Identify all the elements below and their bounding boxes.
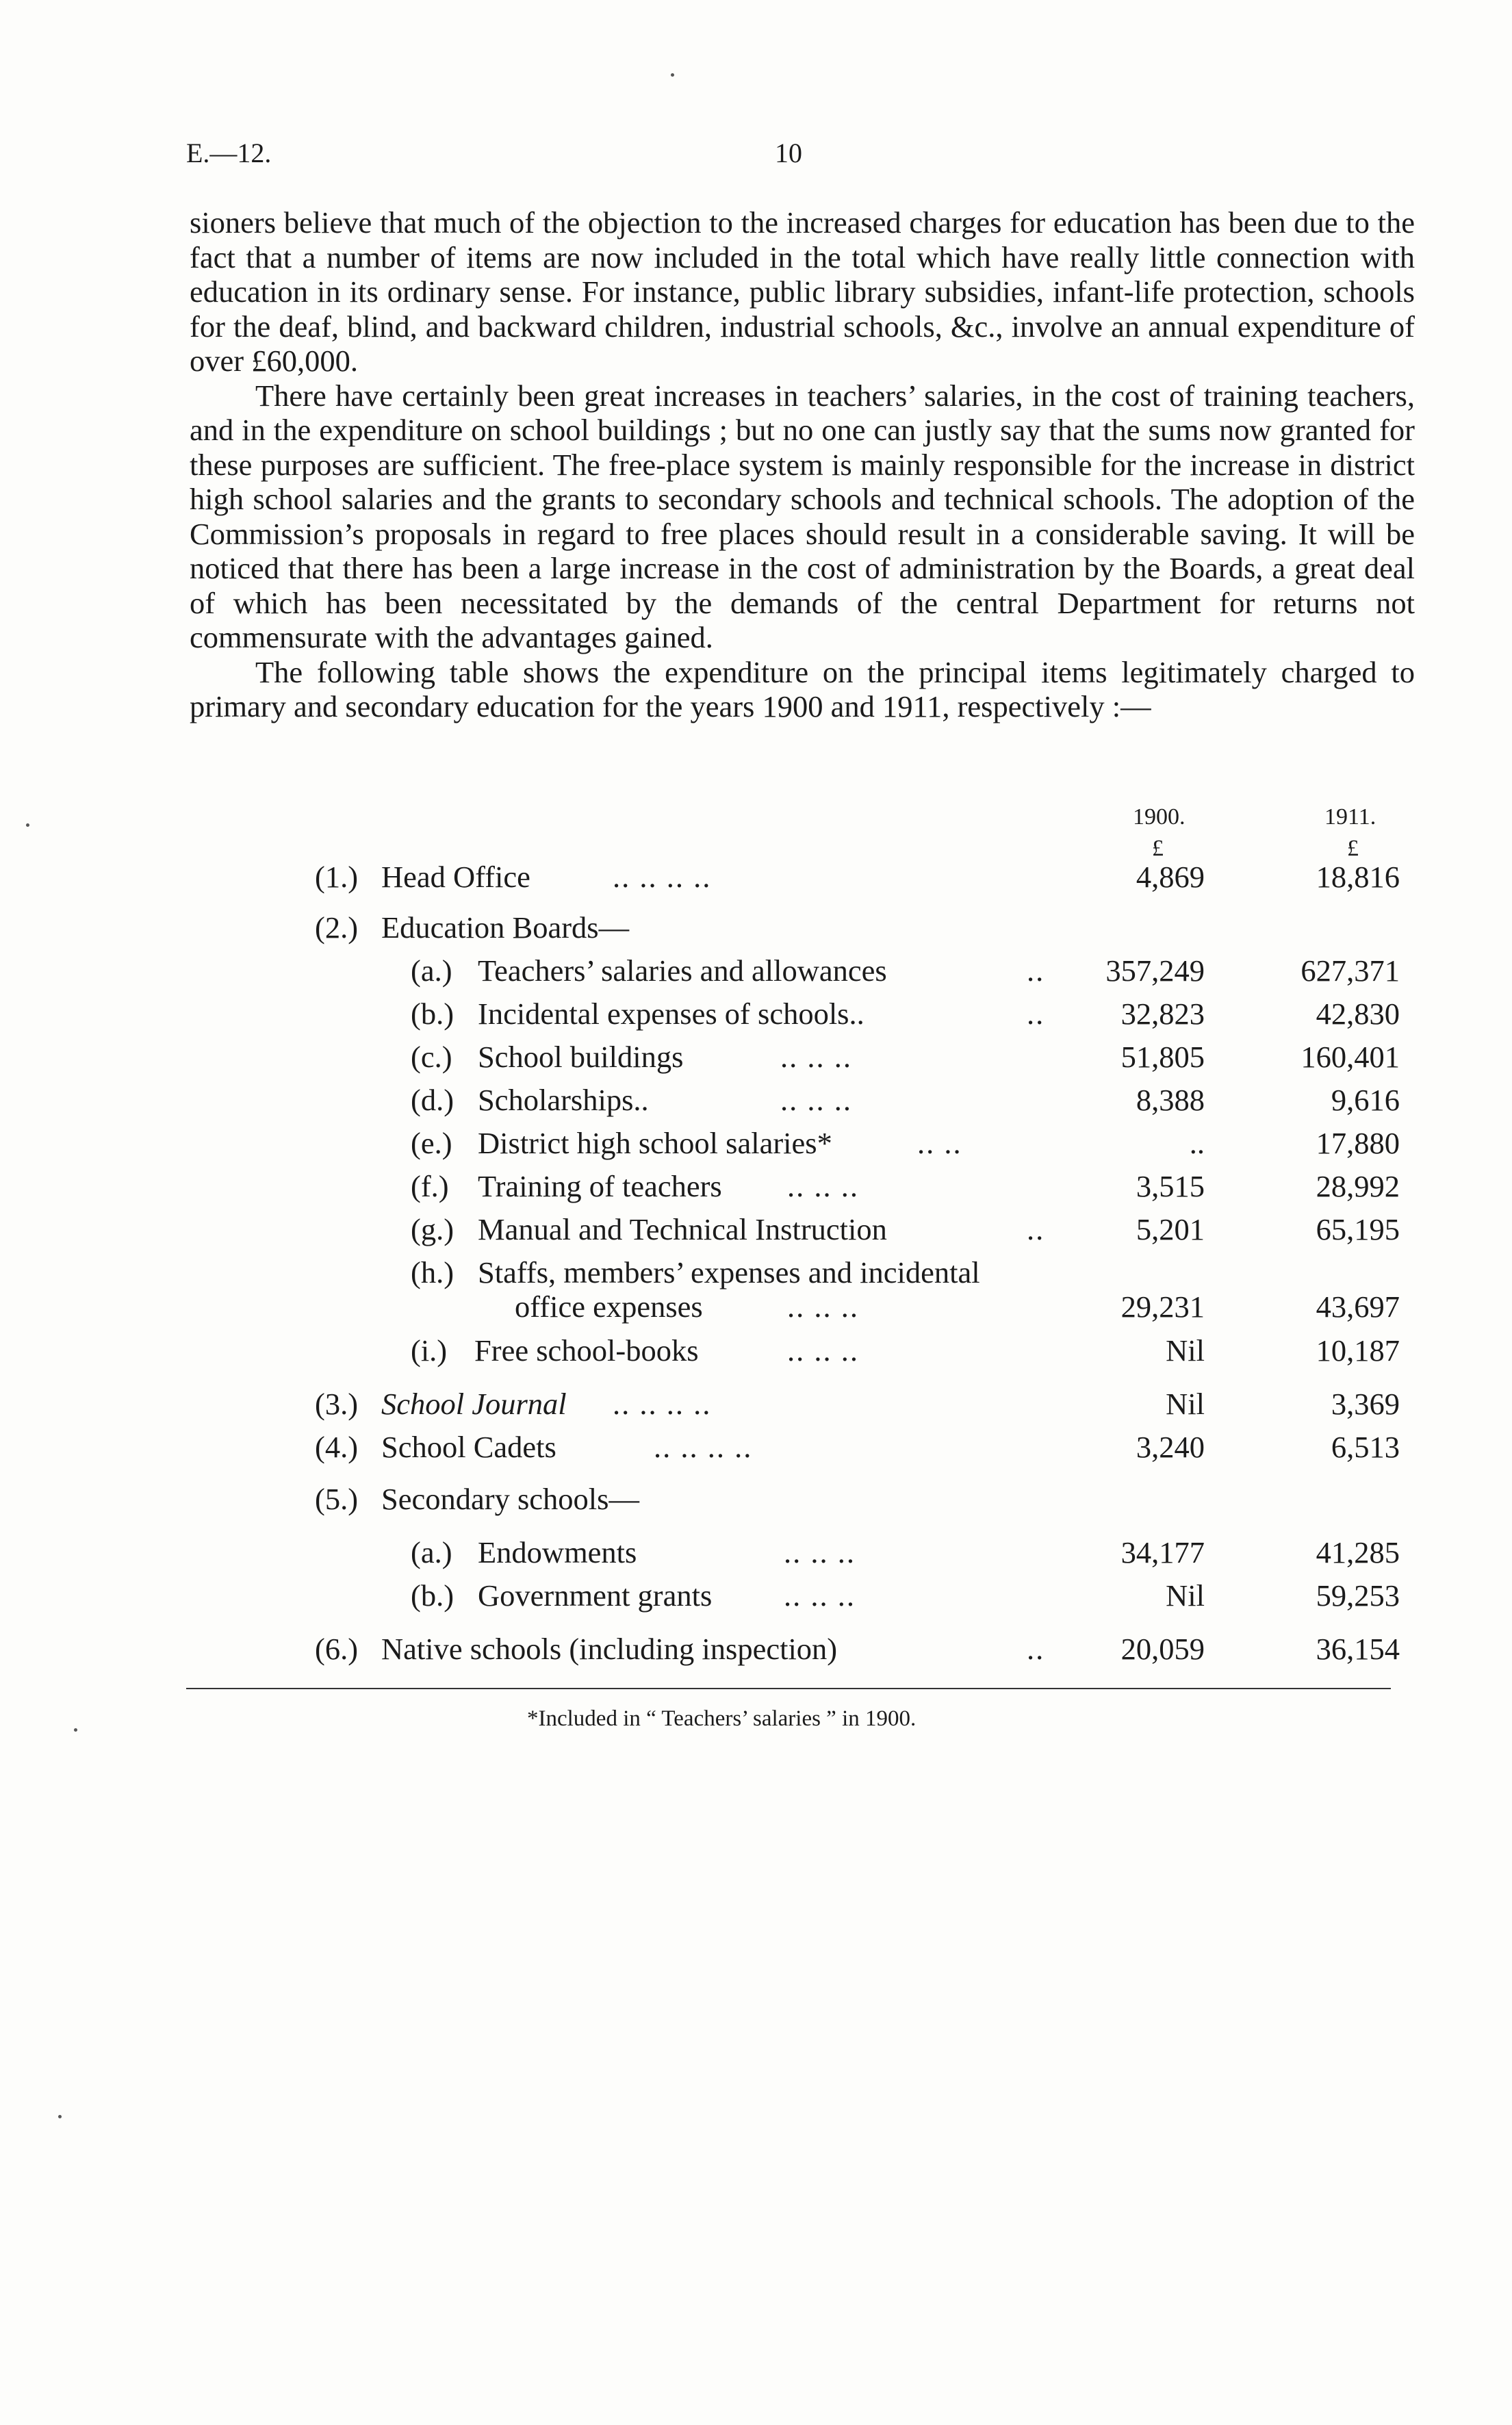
value-1911: 18,816 [1316,860,1400,894]
leader-dots: .. .. .. [780,1040,852,1074]
value-1900: 51,805 [1120,1040,1205,1074]
value-1911: 28,992 [1316,1169,1400,1203]
value-1900: 4,869 [1136,860,1205,894]
value-1900: Nil [1166,1387,1205,1421]
value-1900: 8,388 [1136,1083,1205,1117]
item-label: Incidental expenses of schools.. [478,997,864,1031]
item-label: School buildings [478,1040,684,1074]
leader-dots: .. [1027,997,1045,1031]
paragraph: There have certainly been great increases in teachers’ salaries, in the cost of training teachers, and in the expenditure on school buildings ; but no one can justly say that the sums now granted for these purposes are sufficient. The free-place system is mainly responsible for the increase in district high school salaries and the grants to secondary schools and technical schools. The adoption of the Commission’s proposals in regard to free places should result in a considerable saving. It will be noticed that there has been a large increase in the cost of administration by the Boards, a great deal of which has been necessitated by the demands of the central Department for returns not commensurate with the advantages gained. [190,378,1415,654]
value-1900: 29,231 [1120,1290,1205,1324]
leader-dots: .. .. .. [780,1083,852,1117]
leader-dots: .. .. [917,1126,962,1160]
value-1911: 65,195 [1316,1212,1400,1246]
value-1900: Nil [1166,1578,1205,1613]
item-number: (a.) [411,1535,452,1569]
document-reference: E.—12. [186,138,272,168]
value-1900: 5,201 [1136,1212,1205,1246]
currency-symbol-1900: £ [1152,836,1164,861]
table-row [0,1576,1512,1615]
item-number: (c.) [411,1040,452,1074]
item-number: (6.) [315,1632,359,1666]
leader-dots: .. [1027,953,1045,988]
table-row [0,908,1512,947]
table-row [0,1038,1512,1076]
value-1900: 20,059 [1120,1632,1205,1666]
item-label: Manual and Technical Instruction [478,1212,887,1246]
item-label: Training of teachers [478,1169,722,1203]
table-row [0,1533,1512,1571]
leader-dots: .. .. .. [787,1290,859,1324]
item-label: Staffs, members’ expenses and incidental [478,1255,980,1290]
leader-dots: .. .. .. [784,1535,856,1569]
value-1911: 43,697 [1316,1290,1400,1324]
value-1900: .. [1189,1126,1205,1160]
item-label-continued: office expenses [515,1290,703,1324]
table-divider [186,1688,1391,1689]
column-header-1900: 1900. [1133,804,1186,830]
item-label: School Journal [381,1387,567,1421]
leader-dots: .. .. .. [787,1333,859,1368]
item-number: (1.) [315,860,359,894]
paragraph: sioners believe that much of the objection to the increased charges for education has been due to the fact that a number of items are now included in the total which have really little connection with education in its ordinary sense. For instance, public library subsidies, infant-life protection, schools for the deaf, blind, and backward children, industrial schools, &c., involve an annual expenditure of over £60,000. [190,205,1415,378]
table-row [0,1167,1512,1205]
value-1911: 627,371 [1300,953,1400,988]
table-row [0,858,1512,896]
leader-dots: .. .. .. [787,1169,859,1203]
table-row [0,1630,1512,1668]
leader-dots: .. .. .. [784,1578,856,1613]
table-row [0,951,1512,990]
value-1911: 160,401 [1300,1040,1400,1074]
item-label: Education Boards— [381,910,630,945]
leader-dots: .. [1027,1212,1045,1246]
value-1911: 42,830 [1316,997,1400,1031]
leader-dots: .. .. .. .. [613,860,712,894]
value-1911: 10,187 [1316,1333,1400,1368]
item-label: Endowments [478,1535,637,1569]
table-row [0,995,1512,1033]
item-number: (e.) [411,1126,452,1160]
item-number: (g.) [411,1212,454,1246]
item-number: (b.) [411,1578,454,1613]
item-label: Native schools (including inspection) [381,1632,838,1666]
item-number: (i.) [411,1333,448,1368]
item-label: Teachers’ salaries and allowances [478,953,887,988]
item-number: (a.) [411,953,452,988]
item-number: (5.) [315,1482,359,1516]
value-1911: 6,513 [1331,1430,1400,1464]
item-number: (b.) [411,997,454,1031]
value-1900: Nil [1166,1333,1205,1368]
item-label: School Cadets [381,1430,556,1464]
value-1911: 9,616 [1331,1083,1400,1117]
item-label: Head Office [381,860,530,894]
value-1900: 34,177 [1120,1535,1205,1569]
table-row [0,1428,1512,1466]
page-header [186,137,1418,178]
value-1911: 3,369 [1331,1387,1400,1421]
table-row [0,1385,1512,1423]
table-row [0,1124,1512,1162]
item-label: Secondary schools— [381,1482,639,1516]
scan-speck [58,2115,62,2118]
item-number: (2.) [315,910,359,945]
scan-speck [26,823,29,827]
item-number: (4.) [315,1430,359,1464]
footnote: *Included in “ Teachers’ salaries ” in 1900. [527,1706,917,1731]
table-row [0,1210,1512,1248]
item-label: Government grants [478,1578,713,1613]
scan-speck [671,73,674,77]
table-row-continuation [0,1287,1512,1326]
item-label: District high school salaries* [478,1126,832,1160]
table-row [0,1081,1512,1119]
item-number: (h.) [411,1255,454,1290]
value-1900: 32,823 [1120,997,1205,1031]
item-label: Free school-books [474,1333,699,1368]
item-number: (3.) [315,1387,359,1421]
value-1900: 3,240 [1136,1430,1205,1464]
value-1911: 17,880 [1316,1126,1400,1160]
item-number: (f.) [411,1169,449,1203]
leader-dots: .. .. .. .. [654,1430,753,1464]
value-1911: 36,154 [1316,1632,1400,1666]
table-row [0,1253,1512,1292]
body-text [190,205,1415,724]
value-1900: 357,249 [1105,953,1205,988]
item-number: (d.) [411,1083,454,1117]
currency-symbol-1911: £ [1347,836,1359,861]
page-number: 10 [775,138,802,168]
column-header-1911: 1911. [1324,804,1376,830]
value-1911: 41,285 [1316,1535,1400,1569]
paragraph: The following table shows the expenditure on the principal items legitimately charged to primary and secondary education for the years 1900 and 1911, respectively :— [190,654,1415,723]
table-row [0,1480,1512,1518]
value-1900: 3,515 [1136,1169,1205,1203]
table-row [0,1331,1512,1370]
leader-dots: .. [1027,1632,1045,1666]
leader-dots: .. .. .. .. [613,1387,712,1421]
item-label: Scholarships.. [478,1083,649,1117]
value-1911: 59,253 [1316,1578,1400,1613]
scan-speck [74,1728,77,1732]
